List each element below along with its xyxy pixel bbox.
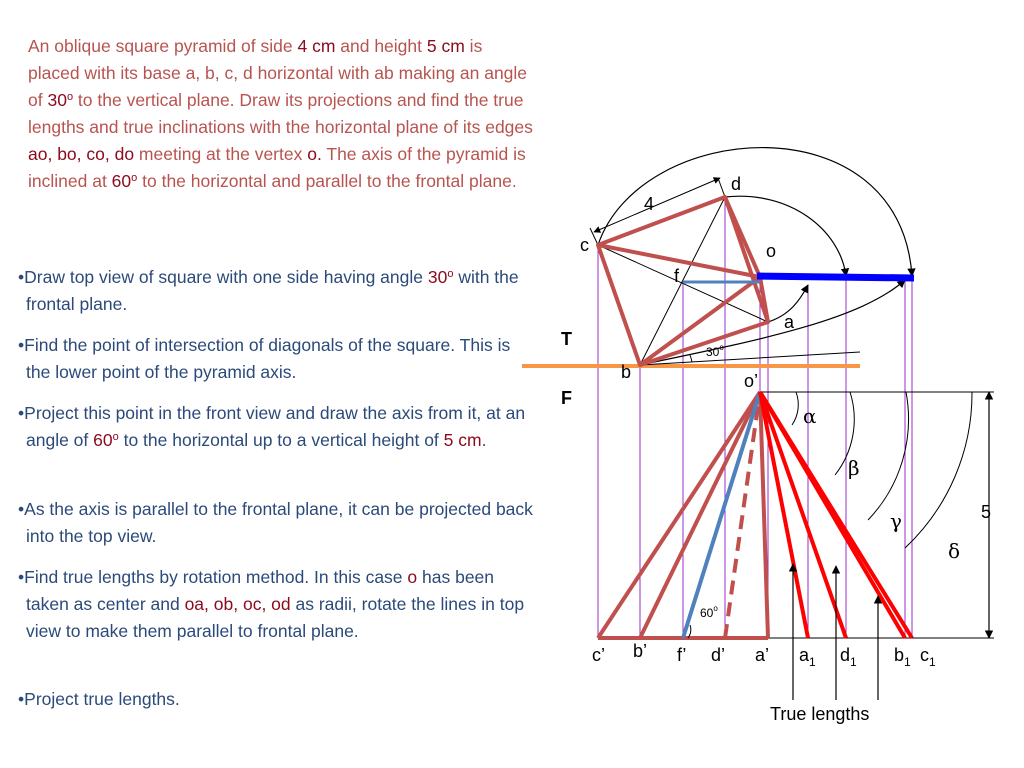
- intro-text-2: and height: [335, 36, 427, 56]
- label-alpha: α: [803, 404, 817, 428]
- step-3: •Project this point in the front view and draw the axis from it, at an angle of 60$^o$ to the horizontal up to a vertical height of 5 cm.: [18, 403, 526, 450]
- label-side-dim: 4: [644, 194, 655, 214]
- label-f: f: [674, 266, 680, 286]
- label-a-prime: a’: [755, 645, 770, 665]
- intro-text-3: is placed with its base a, b, c, d horizontal with ab making an angle of: [28, 36, 528, 110]
- label-c-prime: c’: [592, 645, 605, 665]
- label-c1: $c_1$: [920, 645, 936, 669]
- inclination-arcs: [792, 392, 972, 548]
- label-angle60: 60$^o$: [700, 604, 718, 620]
- axis-front-view: [683, 392, 760, 638]
- label-f-prime: f’: [677, 645, 687, 665]
- label-c: c: [580, 235, 589, 255]
- step-4: •As the axis is parallel to the frontal plane, it can be projected back into the top view.: [18, 499, 533, 546]
- label-delta: δ: [948, 539, 961, 563]
- arc-delta: [905, 392, 972, 548]
- arc-alpha: [792, 392, 798, 425]
- label-d: d: [731, 174, 742, 194]
- label-height-dim: 5: [981, 502, 992, 522]
- label-o-prime: o’: [744, 371, 759, 391]
- label-b1: $b_1$: [894, 645, 911, 669]
- label-d-prime: d’: [711, 645, 726, 665]
- intro-text-7: to the horizontal and parallel to the frontal plane.: [137, 171, 517, 191]
- angle30-value: 30$^o$: [47, 90, 74, 110]
- step-6: •Project true lengths.: [18, 689, 180, 709]
- label-o: o: [766, 241, 777, 261]
- label-b: b: [621, 362, 632, 382]
- intro-text-5: meeting at the vertex: [134, 144, 308, 164]
- arc-gamma: [868, 392, 909, 520]
- intro-text-4: to the vertical plane. Draw its projections and find the true lengths and true inclinations with the horizontal plane of its edges: [28, 90, 533, 137]
- angle30-arc: [690, 355, 692, 362]
- angle60-value: 60$^o$: [111, 171, 138, 191]
- label-d1: $d_1$: [840, 645, 857, 669]
- edges-value: ao, bo, co, do: [28, 144, 135, 164]
- edge-bo-front: [640, 392, 760, 638]
- step-1: •Draw top view of square with one side having angle 30$^o$ with the frontal plane.: [18, 267, 519, 314]
- label-a: a: [784, 312, 795, 332]
- step-2: •Find the point of intersection of diagonals of the square. This is the lower point of the pyramid axis.: [18, 335, 511, 382]
- edge-do-top: [725, 197, 760, 277]
- intro-text-6: The axis of the pyramid is inclined at: [28, 144, 526, 191]
- label-true-lengths: True lengths: [770, 704, 870, 724]
- height-value: 5 cm: [426, 36, 465, 56]
- edge-co-front: [598, 392, 760, 638]
- label-plane-top: T: [561, 329, 572, 349]
- label-beta: β: [848, 456, 860, 480]
- label-plane-front: F: [561, 388, 572, 408]
- vertex-value: o.: [307, 144, 322, 164]
- rotated-edges-top: [757, 276, 914, 278]
- label-a1: $a_1$: [799, 645, 816, 669]
- intro-text-1: An oblique square pyramid of side: [28, 36, 298, 56]
- step-5: •Find true lengths by rotation method. In this case o has been taken as center and oa, ob, oc, od as radii, rotate the lines in top view to make them parallel to frontal plane.: [18, 567, 525, 641]
- label-gamma: γ: [890, 509, 902, 533]
- side-value: 4 cm: [297, 36, 336, 56]
- label-angle30: 30$^o$: [706, 343, 724, 359]
- label-b-prime: b’: [633, 641, 648, 661]
